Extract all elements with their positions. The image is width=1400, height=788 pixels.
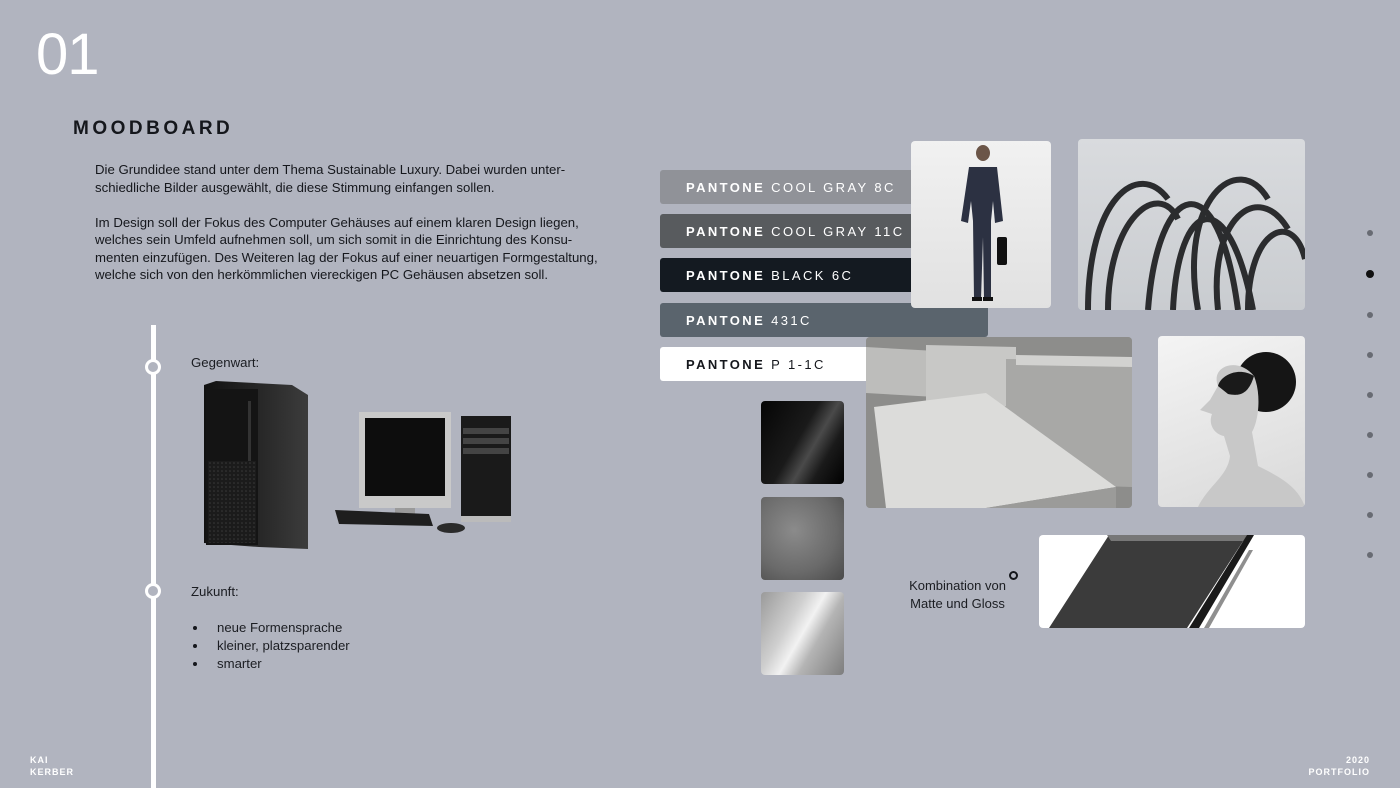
brushed-metal-swatch (761, 592, 844, 675)
timeline-node-future (145, 583, 161, 599)
smartphone-edge-photo (1039, 535, 1305, 628)
pagination-dot[interactable] (1367, 312, 1373, 318)
pagination-dot[interactable] (1367, 472, 1373, 478)
pagination-dot[interactable] (1367, 392, 1373, 398)
future-item: smarter (191, 655, 350, 673)
pantone-name: 431C (771, 312, 812, 328)
pantone-name: COOL GRAY 8C (771, 179, 896, 195)
tower-pc-image (204, 381, 308, 549)
concrete-blocks-photo (866, 337, 1132, 508)
timeline-node-present (145, 359, 161, 375)
slide-pagination (1367, 230, 1374, 558)
future-label: Zukunft: (191, 584, 239, 599)
pagination-dot-active[interactable] (1366, 270, 1374, 278)
pantone-name: BLACK 6C (771, 267, 854, 283)
pantone-brand: PANTONE (686, 179, 766, 195)
future-item: kleiner, platzsparender (191, 637, 350, 655)
caption-marker (1009, 571, 1018, 580)
materials-caption: Kombination von Matte und Gloss (909, 578, 1006, 611)
pantone-name: COOL GRAY 11C (771, 223, 905, 239)
matte-gray-swatch (761, 497, 844, 580)
pagination-dot[interactable] (1367, 512, 1373, 518)
author-name (30, 754, 74, 778)
future-list (191, 619, 350, 672)
pantone-swatch-431c (660, 303, 988, 337)
businessman-photo (911, 141, 1051, 308)
steel-arches-photo (1078, 139, 1305, 310)
pantone-brand: PANTONE (686, 312, 766, 328)
section-title: MOODBOARD (73, 118, 234, 139)
legacy-desktop-pc-image (333, 408, 513, 538)
pantone-swatch-cool-gray-8c (660, 170, 915, 204)
intro-text (95, 161, 615, 301)
author-last-name: KERBER (30, 767, 75, 777)
timeline-line (151, 325, 156, 788)
page-number: 01 (36, 22, 99, 87)
pantone-swatch-cool-gray-11c (660, 214, 915, 248)
pagination-dot[interactable] (1367, 552, 1373, 558)
pantone-brand: PANTONE (686, 267, 766, 283)
pantone-brand: PANTONE (686, 223, 766, 239)
pagination-dot[interactable] (1367, 352, 1373, 358)
future-item: neue Formensprache (191, 619, 350, 637)
pantone-swatch-black-6c (660, 258, 915, 292)
portfolio-label: PORTFOLIO (1308, 767, 1370, 777)
portfolio-year (1309, 754, 1371, 778)
present-label: Gegenwart: (191, 355, 260, 370)
woman-profile-photo (1158, 336, 1305, 507)
pagination-dot[interactable] (1367, 432, 1373, 438)
intro-paragraph-2: Im Design soll der Fokus des Computer Gehäuses auf einem klaren Design liegen, welches sein Umfeld aufnehmen soll, um sich somit in die Einrichtung des Konsu-menten einzufügen. Des Weiteren lag der Fokus auf einer neuartigen Formgestaltung, welche sich von den herkömmlichen viereckigen PC Gehäusen absetzen soll. (95, 214, 598, 282)
year: 2020 (1345, 755, 1370, 765)
pantone-brand: PANTONE (686, 356, 766, 372)
pantone-name: P 1-1C (771, 356, 826, 372)
author-first-name: KAI (30, 755, 49, 765)
intro-paragraph-1: Die Grundidee stand unter dem Thema Sustainable Luxury. Dabei wurden unter-schiedliche Bilder ausgewählt, die diese Stimmung einfangen sollen. (95, 162, 566, 195)
pagination-dot[interactable] (1367, 230, 1373, 236)
pantone-swatch-p-1-1c (660, 347, 870, 381)
gloss-black-swatch (761, 401, 844, 484)
